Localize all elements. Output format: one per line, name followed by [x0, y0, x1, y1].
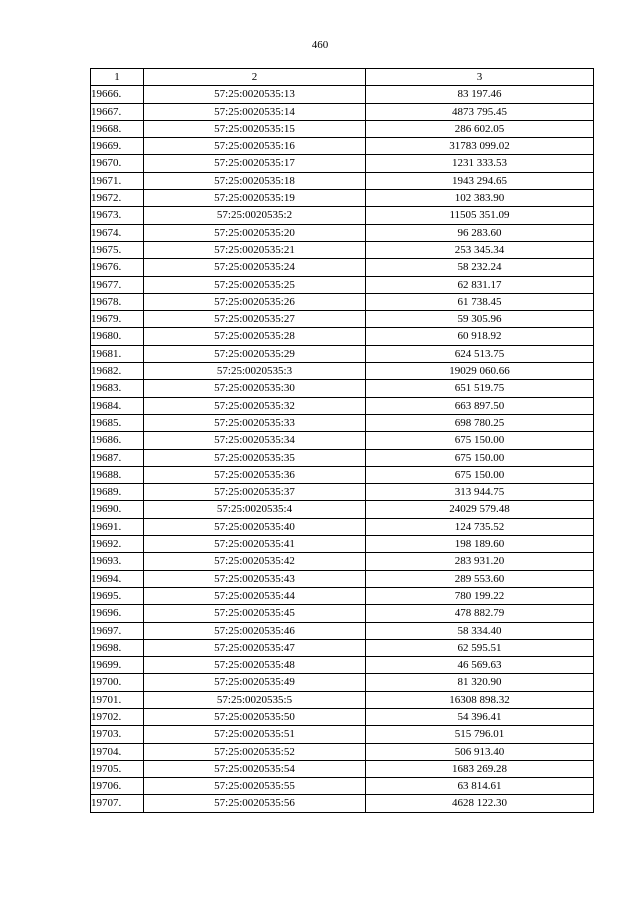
- row-number-cell: 19676.: [91, 259, 144, 276]
- cadastral-number-cell: 57:25:0020535:54: [144, 760, 366, 777]
- table-row: [91, 570, 594, 587]
- row-number-cell: 19683.: [91, 380, 144, 397]
- value-cell: 16308 898.32: [366, 691, 594, 708]
- table-row: [91, 518, 594, 535]
- table-row: [91, 536, 594, 553]
- table-row: [91, 259, 594, 276]
- value-cell: 58 334.40: [366, 622, 594, 639]
- table-row: [91, 328, 594, 345]
- value-cell: 24029 579.48: [366, 501, 594, 518]
- row-number-cell: 19695.: [91, 587, 144, 604]
- cadastral-number-cell: 57:25:0020535:14: [144, 103, 366, 120]
- row-number-cell: 19686.: [91, 432, 144, 449]
- cadastral-number-cell: 57:25:0020535:24: [144, 259, 366, 276]
- table-row: [91, 397, 594, 414]
- cadastral-number-cell: 57:25:0020535:37: [144, 484, 366, 501]
- row-number-cell: 19693.: [91, 553, 144, 570]
- row-number-cell: 19687.: [91, 449, 144, 466]
- data-table: [90, 68, 594, 813]
- value-cell: 19029 060.66: [366, 363, 594, 380]
- table-row: [91, 363, 594, 380]
- column-header-3: 3: [366, 69, 594, 86]
- value-cell: 1943 294.65: [366, 172, 594, 189]
- row-number-cell: 19674.: [91, 224, 144, 241]
- value-cell: 60 918.92: [366, 328, 594, 345]
- cadastral-number-cell: 57:25:0020535:49: [144, 674, 366, 691]
- cadastral-number-cell: 57:25:0020535:28: [144, 328, 366, 345]
- row-number-cell: 19671.: [91, 172, 144, 189]
- cadastral-number-cell: 57:25:0020535:51: [144, 726, 366, 743]
- value-cell: 62 595.51: [366, 639, 594, 656]
- table-row: [91, 432, 594, 449]
- cadastral-number-cell: 57:25:0020535:36: [144, 466, 366, 483]
- cadastral-number-cell: 57:25:0020535:26: [144, 293, 366, 310]
- cadastral-number-cell: 57:25:0020535:50: [144, 708, 366, 725]
- table-row: [91, 484, 594, 501]
- value-cell: 61 738.45: [366, 293, 594, 310]
- cadastral-number-cell: 57:25:0020535:15: [144, 120, 366, 137]
- value-cell: 780 199.22: [366, 587, 594, 604]
- row-number-cell: 19704.: [91, 743, 144, 760]
- table-row: [91, 553, 594, 570]
- cadastral-number-cell: 57:25:0020535:56: [144, 795, 366, 812]
- table-row: [91, 138, 594, 155]
- row-number-cell: 19698.: [91, 639, 144, 656]
- table-row: [91, 795, 594, 812]
- table-row: [91, 241, 594, 258]
- cadastral-number-cell: 57:25:0020535:52: [144, 743, 366, 760]
- table-row: [91, 726, 594, 743]
- value-cell: 81 320.90: [366, 674, 594, 691]
- row-number-cell: 19673.: [91, 207, 144, 224]
- cadastral-number-cell: 57:25:0020535:17: [144, 155, 366, 172]
- table-row: [91, 691, 594, 708]
- value-cell: 506 913.40: [366, 743, 594, 760]
- table-row: [91, 760, 594, 777]
- table-row: [91, 86, 594, 103]
- cadastral-number-cell: 57:25:0020535:46: [144, 622, 366, 639]
- page-number: 460: [311, 39, 329, 51]
- row-number-cell: 19696.: [91, 605, 144, 622]
- table-row: [91, 224, 594, 241]
- cadastral-number-cell: 57:25:0020535:4: [144, 501, 366, 518]
- value-cell: 54 396.41: [366, 708, 594, 725]
- cadastral-number-cell: 57:25:0020535:30: [144, 380, 366, 397]
- value-cell: 83 197.46: [366, 86, 594, 103]
- table-body: [91, 86, 594, 812]
- row-number-cell: 19668.: [91, 120, 144, 137]
- cadastral-number-cell: 57:25:0020535:40: [144, 518, 366, 535]
- cadastral-number-cell: 57:25:0020535:21: [144, 241, 366, 258]
- value-cell: 289 553.60: [366, 570, 594, 587]
- row-number-cell: 19701.: [91, 691, 144, 708]
- value-cell: 478 882.79: [366, 605, 594, 622]
- table-row: [91, 120, 594, 137]
- row-number-cell: 19680.: [91, 328, 144, 345]
- value-cell: 124 735.52: [366, 518, 594, 535]
- row-number-cell: 19682.: [91, 363, 144, 380]
- table-row: [91, 345, 594, 362]
- row-number-cell: 19667.: [91, 103, 144, 120]
- value-cell: 286 602.05: [366, 120, 594, 137]
- table-row: [91, 293, 594, 310]
- cadastral-number-cell: 57:25:0020535:3: [144, 363, 366, 380]
- table-row: [91, 380, 594, 397]
- row-number-cell: 19699.: [91, 657, 144, 674]
- value-cell: 1683 269.28: [366, 760, 594, 777]
- cadastral-number-cell: 57:25:0020535:13: [144, 86, 366, 103]
- table-row: [91, 501, 594, 518]
- table-row: [91, 622, 594, 639]
- row-number-cell: 19694.: [91, 570, 144, 587]
- table-row: [91, 674, 594, 691]
- column-header-2: 2: [144, 69, 366, 86]
- cadastral-number-cell: 57:25:0020535:16: [144, 138, 366, 155]
- row-number-cell: 19707.: [91, 795, 144, 812]
- cadastral-number-cell: 57:25:0020535:35: [144, 449, 366, 466]
- value-cell: 96 283.60: [366, 224, 594, 241]
- table-row: [91, 414, 594, 431]
- value-cell: 663 897.50: [366, 397, 594, 414]
- cadastral-number-cell: 57:25:0020535:43: [144, 570, 366, 587]
- cadastral-number-cell: 57:25:0020535:44: [144, 587, 366, 604]
- row-number-cell: 19690.: [91, 501, 144, 518]
- row-number-cell: 19684.: [91, 397, 144, 414]
- table-row: [91, 743, 594, 760]
- table-row: [91, 605, 594, 622]
- table-row: [91, 657, 594, 674]
- row-number-cell: 19688.: [91, 466, 144, 483]
- cadastral-number-cell: 57:25:0020535:32: [144, 397, 366, 414]
- row-number-cell: 19672.: [91, 190, 144, 207]
- value-cell: 624 513.75: [366, 345, 594, 362]
- cadastral-number-cell: 57:25:0020535:25: [144, 276, 366, 293]
- table-row: [91, 639, 594, 656]
- table-row: [91, 708, 594, 725]
- value-cell: 11505 351.09: [366, 207, 594, 224]
- cadastral-number-cell: 57:25:0020535:41: [144, 536, 366, 553]
- row-number-cell: 19702.: [91, 708, 144, 725]
- value-cell: 4628 122.30: [366, 795, 594, 812]
- value-cell: 698 780.25: [366, 414, 594, 431]
- row-number-cell: 19666.: [91, 86, 144, 103]
- cadastral-number-cell: 57:25:0020535:45: [144, 605, 366, 622]
- row-number-cell: 19670.: [91, 155, 144, 172]
- table-row: [91, 155, 594, 172]
- cadastral-number-cell: 57:25:0020535:29: [144, 345, 366, 362]
- value-cell: 515 796.01: [366, 726, 594, 743]
- cadastral-number-cell: 57:25:0020535:42: [144, 553, 366, 570]
- column-header-1: 1: [91, 69, 144, 86]
- value-cell: 1231 333.53: [366, 155, 594, 172]
- cadastral-number-cell: 57:25:0020535:34: [144, 432, 366, 449]
- value-cell: 651 519.75: [366, 380, 594, 397]
- row-number-cell: 19681.: [91, 345, 144, 362]
- value-cell: 58 232.24: [366, 259, 594, 276]
- value-cell: 4873 795.45: [366, 103, 594, 120]
- table-row: [91, 190, 594, 207]
- row-number-cell: 19679.: [91, 311, 144, 328]
- table-row: [91, 172, 594, 189]
- value-cell: 283 931.20: [366, 553, 594, 570]
- table-row: [91, 449, 594, 466]
- cadastral-number-cell: 57:25:0020535:20: [144, 224, 366, 241]
- value-cell: 253 345.34: [366, 241, 594, 258]
- row-number-cell: 19697.: [91, 622, 144, 639]
- row-number-cell: 19703.: [91, 726, 144, 743]
- row-number-cell: 19691.: [91, 518, 144, 535]
- cadastral-number-cell: 57:25:0020535:33: [144, 414, 366, 431]
- row-number-cell: 19706.: [91, 778, 144, 795]
- row-number-cell: 19669.: [91, 138, 144, 155]
- row-number-cell: 19692.: [91, 536, 144, 553]
- row-number-cell: 19685.: [91, 414, 144, 431]
- value-cell: 31783 099.02: [366, 138, 594, 155]
- table-row: [91, 103, 594, 120]
- value-cell: 46 569.63: [366, 657, 594, 674]
- row-number-cell: 19675.: [91, 241, 144, 258]
- cadastral-number-cell: 57:25:0020535:2: [144, 207, 366, 224]
- cadastral-number-cell: 57:25:0020535:55: [144, 778, 366, 795]
- row-number-cell: 19700.: [91, 674, 144, 691]
- value-cell: 675 150.00: [366, 466, 594, 483]
- value-cell: 62 831.17: [366, 276, 594, 293]
- value-cell: 313 944.75: [366, 484, 594, 501]
- value-cell: 63 814.61: [366, 778, 594, 795]
- row-number-cell: 19677.: [91, 276, 144, 293]
- cadastral-number-cell: 57:25:0020535:5: [144, 691, 366, 708]
- value-cell: 675 150.00: [366, 449, 594, 466]
- table-row: [91, 207, 594, 224]
- table-row: [91, 276, 594, 293]
- value-cell: 675 150.00: [366, 432, 594, 449]
- table-row: [91, 778, 594, 795]
- row-number-cell: 19689.: [91, 484, 144, 501]
- value-cell: 59 305.96: [366, 311, 594, 328]
- cadastral-number-cell: 57:25:0020535:18: [144, 172, 366, 189]
- cadastral-number-cell: 57:25:0020535:27: [144, 311, 366, 328]
- table-row: [91, 587, 594, 604]
- cadastral-number-cell: 57:25:0020535:48: [144, 657, 366, 674]
- row-number-cell: 19705.: [91, 760, 144, 777]
- table-header-row: [91, 69, 594, 86]
- value-cell: 102 383.90: [366, 190, 594, 207]
- value-cell: 198 189.60: [366, 536, 594, 553]
- cadastral-number-cell: 57:25:0020535:47: [144, 639, 366, 656]
- table-row: [91, 311, 594, 328]
- table-row: [91, 466, 594, 483]
- cadastral-number-cell: 57:25:0020535:19: [144, 190, 366, 207]
- row-number-cell: 19678.: [91, 293, 144, 310]
